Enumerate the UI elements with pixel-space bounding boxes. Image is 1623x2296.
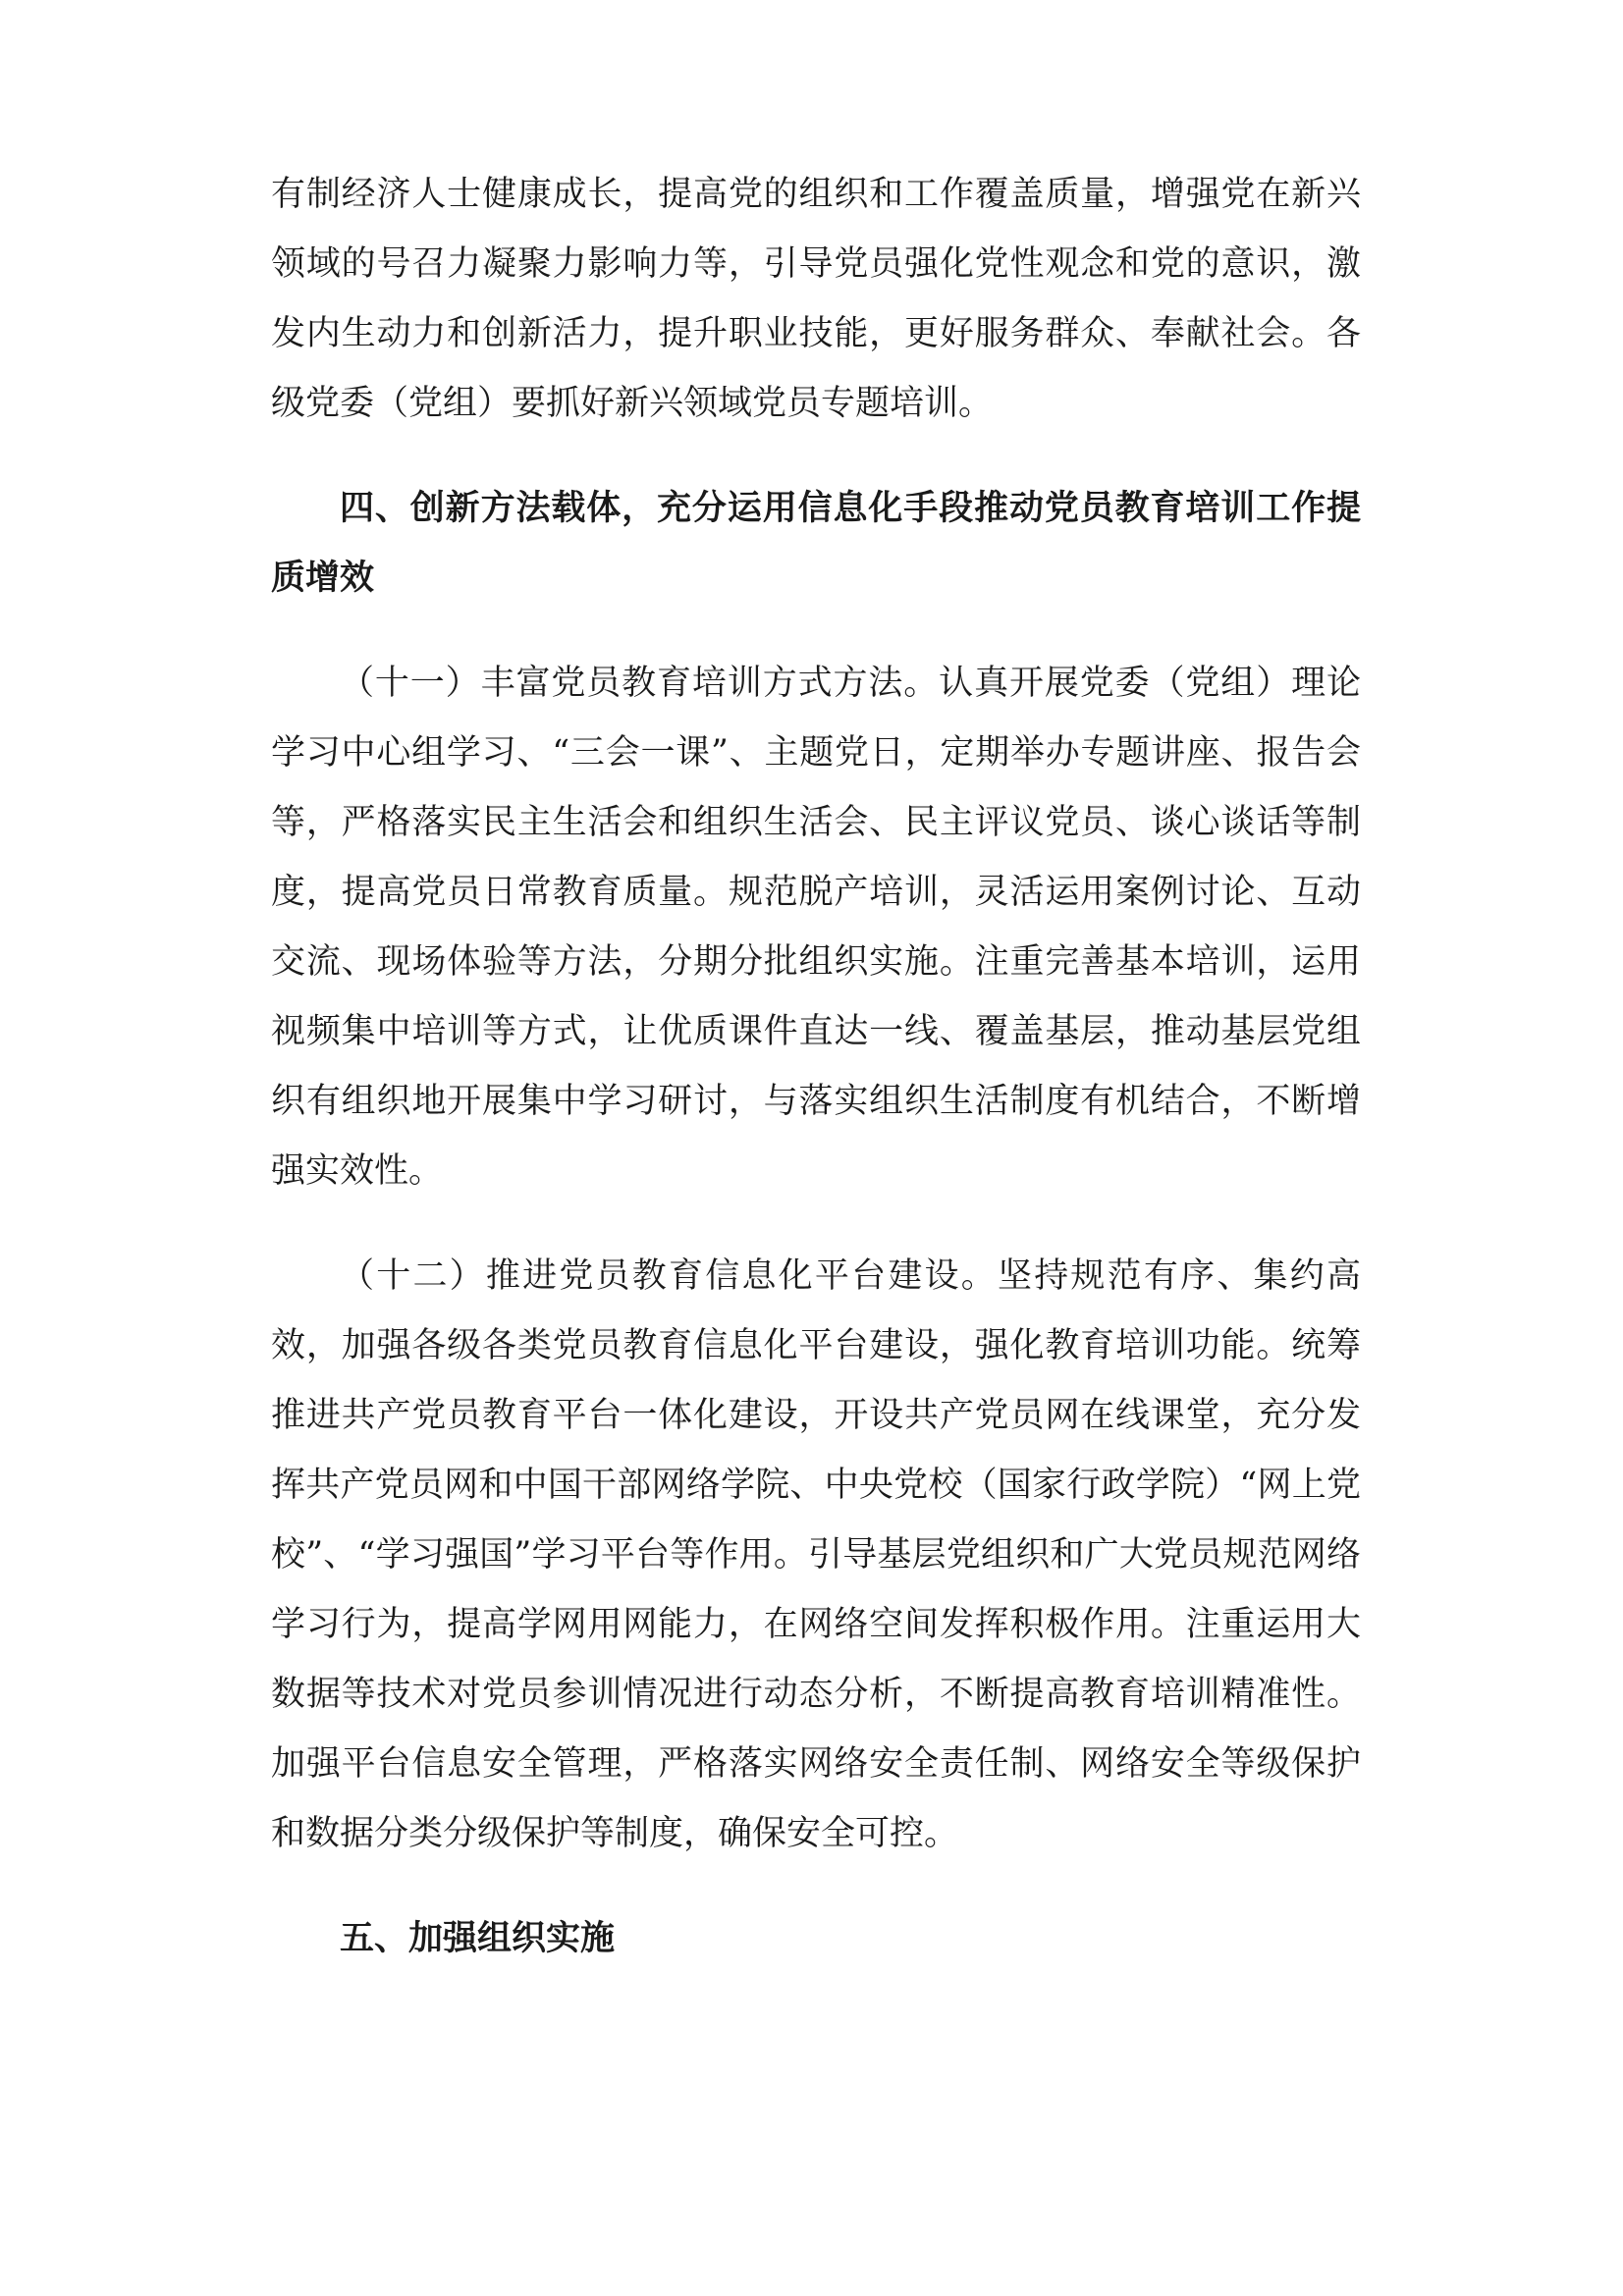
- paragraph-12: （十二）推进党员教育信息化平台建设。坚持规范有序、集约高效，加强各级各类党员教育信息化平台建设，强化教育培训功能。统筹推进共产党员教育平台一体化建设，开设共产党员网在线课堂，充分发挥共产党员网和中国干部网络学院、中央党校（国家行政学院）“网上党校”、“学习强国”学习平台等作用。引导基层党组织和广大党员规范网络学习行为，提高学网用网能力，在网络空间发挥积极作用。注重运用大数据等技术对党员参训情况进行动态分析，不断提高教育培训精准性。加强平台信息安全管理，严格落实网络安全责任制、网络安全等级保护和数据分类分级保护等制度，确保安全可控。: [271, 1256, 1361, 1853]
- document-body: [271, 160, 1361, 1974]
- paragraph-spacer: [271, 1206, 1361, 1242]
- section-heading-5: 五、加强组织实施: [340, 1919, 616, 1958]
- paragraph-11: （十一）丰富党员教育培训方式方法。认真开展党委（党组）理论学习中心组学习、“三会一课”、主题党日，定期举办专题讲座、报告会等，严格落实民主生活会和组织生活会、民主评议党员、谈心谈话等制度，提高党员日常教育质量。规范脱产培训，灵活运用案例讨论、互动交流、现场体验等方法，分期分批组织实施。注重完善基本培训，运用视频集中培训等方式，让优质课件直达一线、覆盖基层，推动基层党组织有组织地开展集中学习研讨，与落实组织生活制度有机结合，不断增强实效性。: [271, 664, 1361, 1191]
- section-heading-4: 四、创新方法载体，充分运用信息化手段推动党员教育培训工作提质增效: [271, 489, 1361, 598]
- paragraph-spacer: [271, 1869, 1361, 1904]
- paragraph-spacer: [271, 614, 1361, 649]
- paragraph-continued: 有制经济人士健康成长，提高党的组织和工作覆盖质量，增强党在新兴领域的号召力凝聚力影响力等，引导党员强化党性观念和党的意识，激发内生动力和创新活力，提升职业技能，更好服务群众、奉献社会。各级党委（党组）要抓好新兴领域党员专题培训。: [271, 175, 1361, 423]
- paragraph-spacer: [271, 439, 1361, 474]
